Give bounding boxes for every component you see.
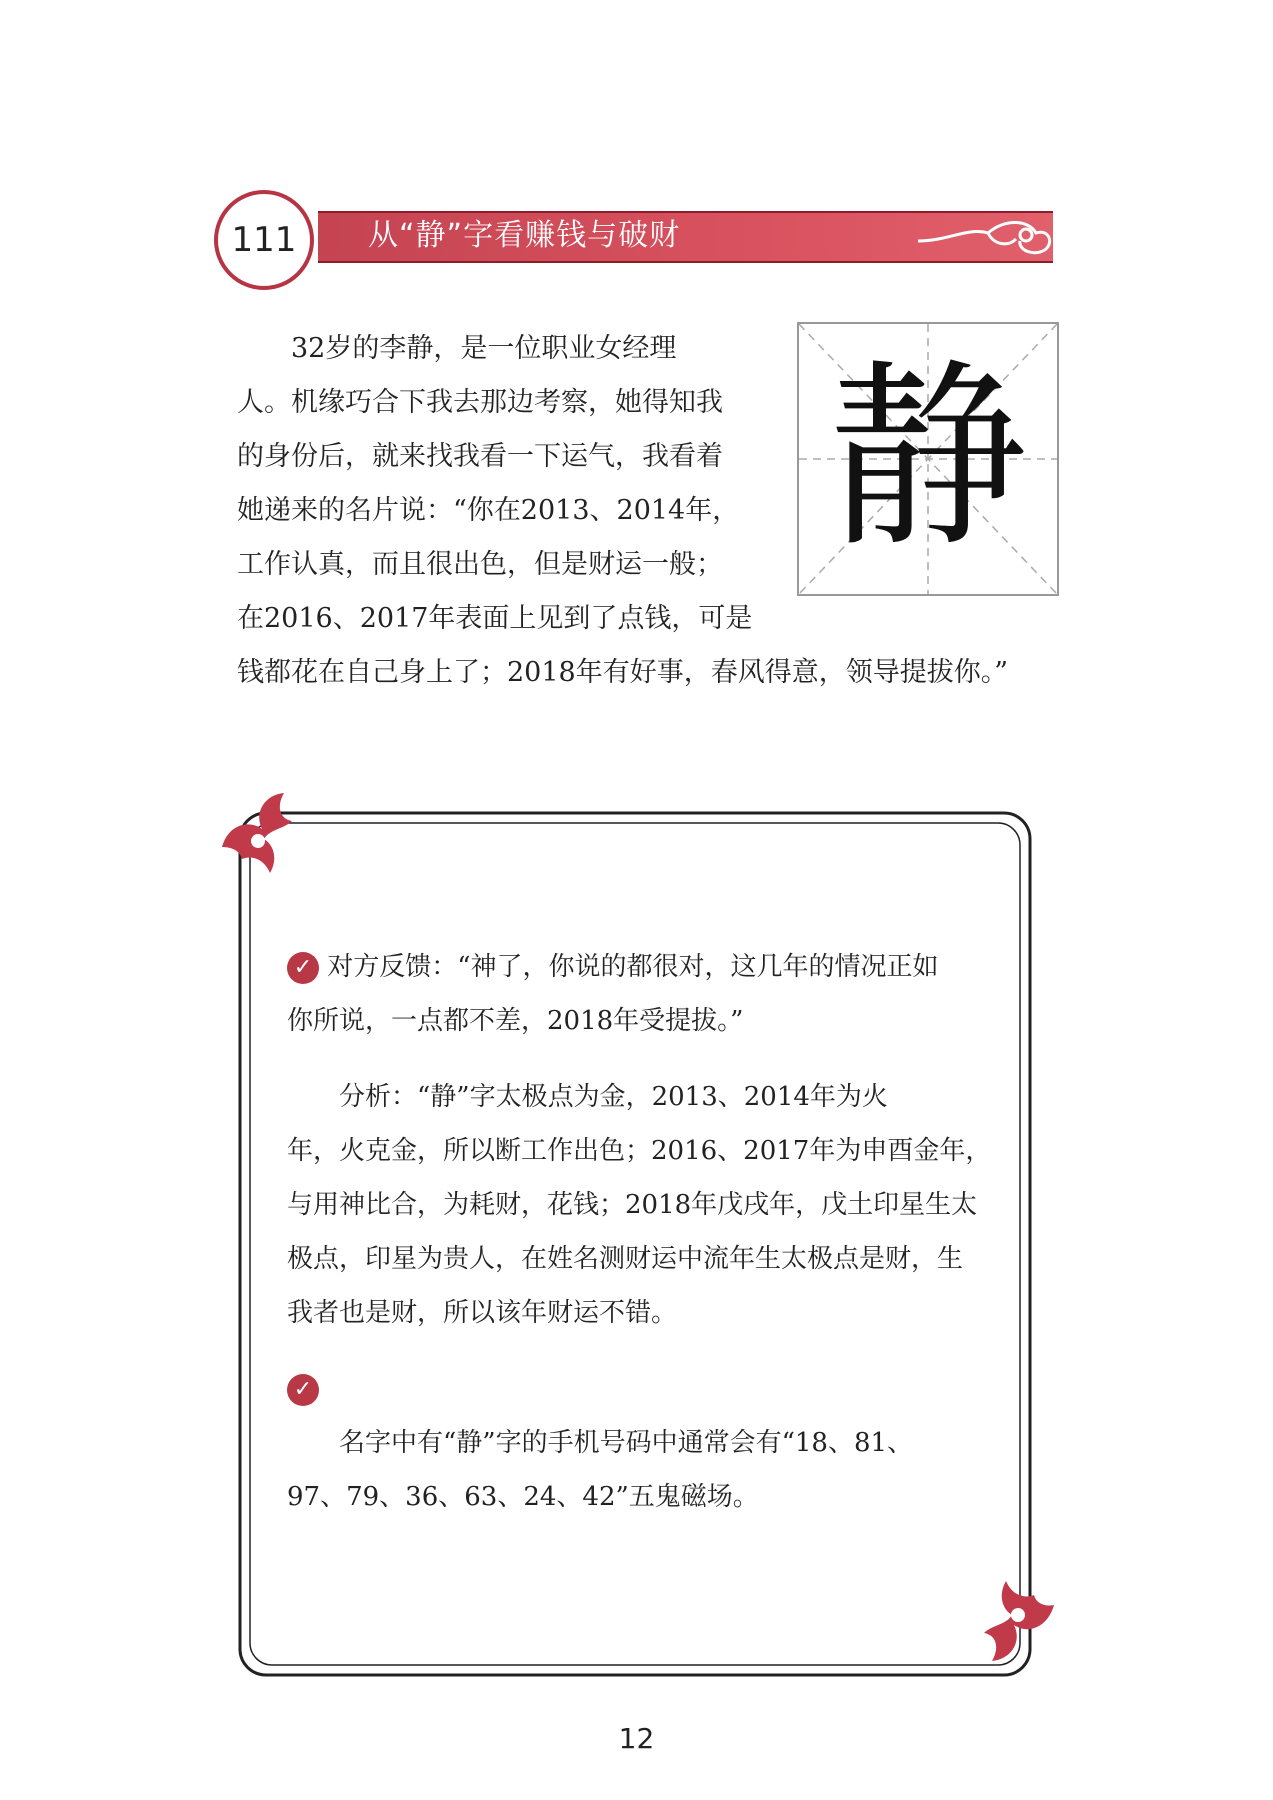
check-icon: ✓	[287, 952, 319, 984]
cloud-ornament-icon	[908, 207, 1058, 263]
phone-line: 97、79、36、63、24、42”五鬼磁场。	[287, 1482, 759, 1512]
phone-check-line	[287, 1362, 1007, 1416]
corner-ornament-icon	[222, 793, 292, 873]
phone-line: 名字中有“静”字的手机号码中通常会有“18、81、	[287, 1428, 914, 1458]
intro-line: 人。机缘巧合下我去那边考察，她得知我	[237, 387, 723, 418]
feedback-text: 对方反馈：“神了，你说的都很对，这几年的情况正如	[327, 952, 939, 982]
analysis-line: 与用神比合，为耗财，花钱；2018年戊戌年，戊土印星生太	[287, 1190, 978, 1220]
section-number: 111	[231, 220, 297, 260]
feedback-line: 你所说，一点都不差，2018年受提拔。”	[287, 1006, 744, 1036]
analysis-line: 极点，印星为贵人，在姓名测财运中流年生太极点是财，生	[287, 1244, 964, 1274]
analysis-line: 我者也是财，所以该年财运不错。	[287, 1298, 678, 1328]
intro-line: 的身份后，就来找我看一下运气，我看着	[237, 441, 723, 472]
calligraphy-grid-box	[797, 322, 1059, 596]
section-title: 从“静”字看赚钱与破财	[368, 218, 681, 253]
page-number: 12	[618, 1722, 655, 1755]
intro-line: 她递来的名片说：“你在2013、2014年，	[237, 495, 740, 526]
feedback-line	[287, 940, 1007, 994]
intro-line: 32岁的李静，是一位职业女经理	[237, 333, 677, 364]
intro-line: 在2016、2017年表面上见到了点钱，可是	[237, 603, 753, 634]
analysis-content	[287, 940, 1007, 1524]
intro-line: 钱都花在自己身上了；2018年有好事，春风得意，领导提拔你。”	[237, 657, 1009, 688]
analysis-line: 年，火克金，所以断工作出色；2016、2017年为申酉金年，	[287, 1136, 992, 1166]
intro-line: 工作认真，而且很出色，但是财运一般；	[237, 549, 723, 580]
featured-character: 静	[827, 342, 1028, 575]
analysis-line: 分析：“静”字太极点为金，2013、2014年为火	[287, 1082, 888, 1112]
check-icon: ✓	[287, 1374, 319, 1406]
